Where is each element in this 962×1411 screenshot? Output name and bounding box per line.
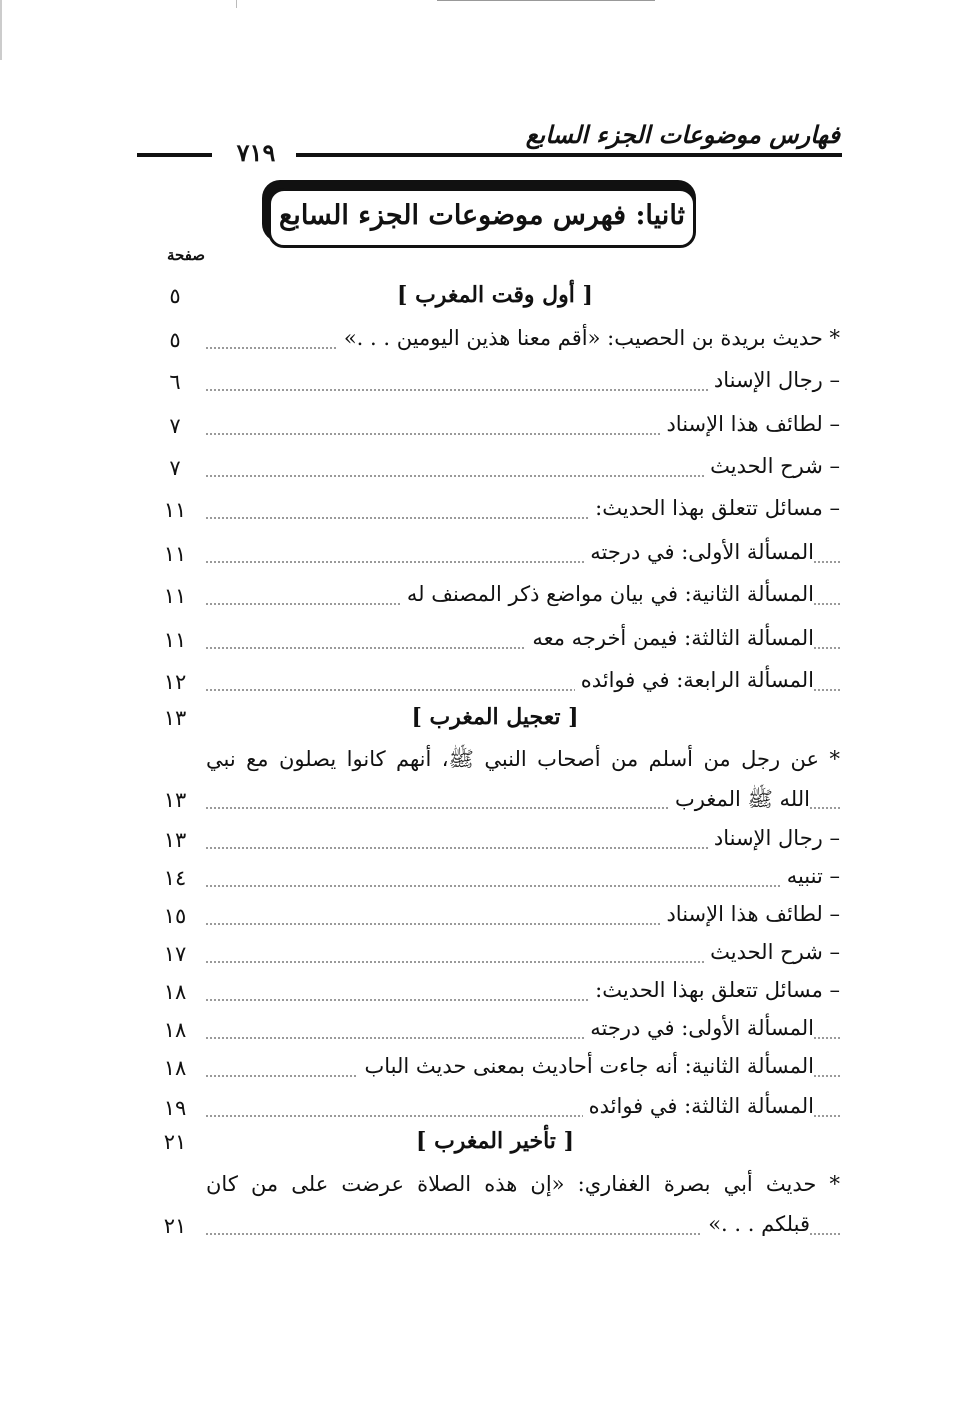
toc-row (150, 1054, 840, 1094)
running-header-title: فهارس موضوعات الجزء السابع (525, 120, 840, 149)
toc-page-number: ٦ (169, 370, 181, 394)
toc-page-number: ١٣ (163, 706, 187, 730)
toc-page-number: ٧ (169, 456, 181, 480)
toc-page-number: ١١ (163, 498, 187, 522)
toc-entry-text: المسألة الثانية: في بيان مواضع ذكر المصنف له (401, 582, 814, 606)
toc-page-number: ١٤ (163, 866, 187, 890)
toc-row (150, 1172, 840, 1212)
toc-page-number: ١٧ (163, 942, 187, 966)
toc-entry-text: المسألة الثالثة: فيمن أخرجه معه (526, 626, 814, 650)
toc-entry-text: – مسائل تتعلق بهذا الحديث: (589, 496, 840, 520)
toc-row (150, 1212, 840, 1252)
toc-row (150, 454, 840, 494)
toc-entry-text: * حديث بريدة بن الحصيب: «أقم معنا هذين اليومين . . .» (338, 326, 840, 350)
toc-row (150, 326, 840, 366)
toc-entry-text: – شرح الحديث (704, 940, 840, 964)
toc-heading (150, 1128, 840, 1168)
toc-page-number: ٥ (169, 284, 181, 308)
toc-page-number: ١٨ (163, 1056, 187, 1080)
section-title: ثانيا: فهرس موضوعات الجزء السابع (278, 200, 686, 231)
toc-entry-text: – تنبيه (781, 864, 840, 888)
toc-row (150, 978, 840, 1018)
toc-row (150, 540, 840, 580)
toc-row (150, 864, 840, 904)
toc-heading (150, 282, 840, 322)
toc-page-number: ١٨ (163, 1018, 187, 1042)
toc-page-number: ٥ (169, 328, 181, 352)
toc-entry-text: المسألة الثانية: أنه جاءت أحاديث بمعنى حديث الباب (358, 1054, 814, 1078)
toc-entry-text: الله ﷺ المغرب (669, 786, 810, 817)
toc-page-number: ٢١ (163, 1130, 187, 1154)
toc-page-number: ١٣ (163, 828, 187, 852)
page-column-header: صفحة (166, 246, 206, 264)
toc-entry-text: * عن رجل من أسلم من أصحاب النبي ﷺ، أنهم كانوا يصلون مع نبي (206, 746, 840, 777)
toc-entry-text: المسألة الثالثة: في فوائده (583, 1094, 814, 1118)
toc-row (150, 626, 840, 666)
toc-entry-text: – مسائل تتعلق بهذا الحديث: (589, 978, 840, 1002)
toc-row (150, 368, 840, 408)
toc-entry-text: [ تعجيل المغرب ] (411, 704, 579, 730)
toc-entry-text: – لطائف هذا الإسناد (660, 412, 840, 436)
toc-row (150, 668, 840, 708)
toc-row (150, 412, 840, 452)
toc-heading (150, 704, 840, 744)
toc-entry-text: [ تأخير المغرب ] (416, 1128, 574, 1154)
toc-row (150, 826, 840, 866)
toc-entry-text: – رجال الإسناد (708, 826, 840, 850)
toc-page-number: ٧ (169, 414, 181, 438)
toc-page-number: ١١ (163, 628, 187, 652)
toc-page-number: ١٣ (163, 788, 187, 812)
toc-entry-text: – لطائف هذا الإسناد (660, 902, 840, 926)
toc-page-number: ٢١ (163, 1214, 187, 1238)
toc-row (150, 496, 840, 536)
toc-page-number: ١١ (163, 584, 187, 608)
toc-page-number: ١٨ (163, 980, 187, 1004)
toc-row (150, 1016, 840, 1056)
toc-entry-text: قبلكم . . .» (702, 1212, 810, 1236)
leader-dots (206, 885, 840, 887)
toc-entry-text: – رجال الإسناد (708, 368, 840, 392)
toc-row (150, 786, 840, 826)
page-number: ٧١٩ (236, 138, 276, 167)
toc-page-number: ١١ (163, 542, 187, 566)
toc-entry-text: المسألة الأولى: في درجته (584, 1016, 814, 1040)
toc-row (150, 582, 840, 622)
toc-page-number: ١٥ (163, 904, 187, 928)
toc-row (150, 940, 840, 980)
toc-entry-text: – شرح الحديث (704, 454, 840, 478)
toc-row (150, 746, 840, 786)
toc-entry-text: * حديث أبي بصرة الغفاري: «إن هذه الصلاة عرضت على من كان (206, 1172, 840, 1196)
toc-entry-text: المسألة الأولى: في درجته (584, 540, 814, 564)
toc-row (150, 902, 840, 942)
toc-page-number: ١٩ (163, 1096, 187, 1120)
toc-entry-text: [ أول وقت المغرب ] (397, 282, 593, 308)
toc-entry-text: المسألة الرابعة: في فوائده (575, 668, 814, 692)
toc-page-number: ١٢ (163, 670, 187, 694)
